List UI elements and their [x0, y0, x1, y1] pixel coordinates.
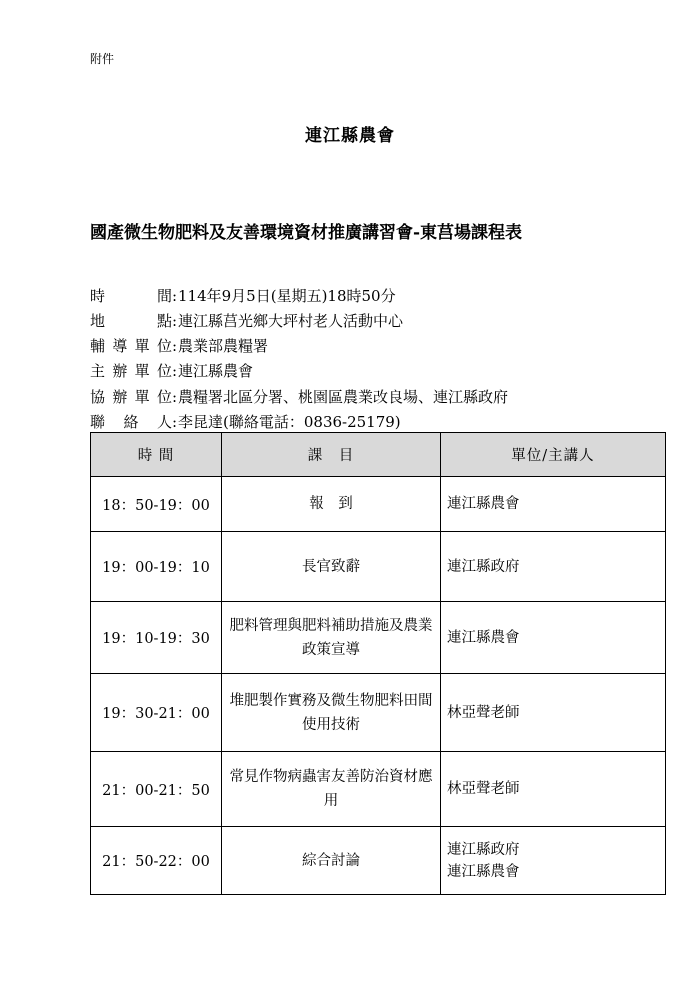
info-value-guidance: 農業部農糧署 [178, 337, 269, 355]
header-time: 時 間 [91, 433, 222, 477]
row-topic: 堆肥製作實務及微生物肥料田間使用技術 [222, 674, 441, 752]
row-time: 18：50-19：00 [91, 477, 222, 532]
table-row [91, 674, 666, 752]
info-label-contact: 聯 絡 人 [90, 413, 172, 431]
row-topic: 長官致辭 [222, 532, 441, 602]
organization-heading: 連江縣農會 [305, 126, 395, 146]
table-row [91, 752, 666, 827]
table-header-row [91, 433, 666, 477]
header-unit: 單位/主講人 [441, 433, 666, 477]
table-row [91, 602, 666, 674]
row-time: 19：30-21：00 [91, 674, 222, 752]
info-label-organizer: 主辦單位 [90, 362, 172, 380]
row-unit: 林亞聲老師 [441, 674, 666, 752]
row-time: 21：50-22：00 [91, 827, 222, 895]
document-title: 國產微生物肥料及友善環境資材推廣講習會-東莒場課程表 [90, 223, 523, 243]
row-time: 21：00-21：50 [91, 752, 222, 827]
row-time: 19：10-19：30 [91, 602, 222, 674]
row-topic: 報 到 [222, 477, 441, 532]
info-label-co-organizer: 協辦單位 [90, 388, 172, 406]
table-row [91, 827, 666, 895]
info-value-contact: 李昆達(聯絡電話：0836-25179) [178, 413, 401, 431]
row-topic: 綜合討論 [222, 827, 441, 895]
row-unit: 林亞聲老師 [441, 752, 666, 827]
info-value-organizer: 連江縣農會 [178, 362, 254, 380]
row-time: 19：00-19：10 [91, 532, 222, 602]
info-row-location: 地 點:連江縣莒光鄉大坪村老人活動中心 [90, 312, 404, 330]
info-row-guidance: 輔導單位:農業部農糧署 [90, 337, 269, 355]
info-label-guidance: 輔導單位 [90, 337, 172, 355]
info-label-location: 地 點 [90, 312, 172, 330]
info-value-location: 連江縣莒光鄉大坪村老人活動中心 [178, 312, 404, 330]
info-row-organizer: 主辦單位:連江縣農會 [90, 362, 254, 380]
row-unit: 連江縣農會 [441, 602, 666, 674]
row-topic: 肥料管理與肥料補助措施及農業政策宣導 [222, 602, 441, 674]
row-unit: 連江縣農會 [441, 477, 666, 532]
row-topic: 常見作物病蟲害友善防治資材應用 [222, 752, 441, 827]
table-row [91, 532, 666, 602]
info-label-time: 時 間 [90, 287, 172, 305]
row-unit: 連江縣政府 [441, 532, 666, 602]
schedule-table [90, 432, 666, 895]
row-unit: 連江縣政府 連江縣農會 [441, 827, 666, 895]
attachment-label: 附件 [90, 52, 115, 66]
info-value-time: 114年9月5日(星期五)18時50分 [178, 287, 396, 305]
info-row-co-organizer: 協辦單位:農糧署北區分署、桃園區農業改良場、連江縣政府 [90, 388, 509, 406]
table-row [91, 477, 666, 532]
info-row-time: 時 間:114年9月5日(星期五)18時50分 [90, 287, 396, 305]
header-topic: 課 目 [222, 433, 441, 477]
info-row-contact: 聯 絡 人:李昆達(聯絡電話：0836-25179) [90, 413, 401, 431]
info-value-co-organizer: 農糧署北區分署、桃園區農業改良場、連江縣政府 [178, 388, 509, 406]
